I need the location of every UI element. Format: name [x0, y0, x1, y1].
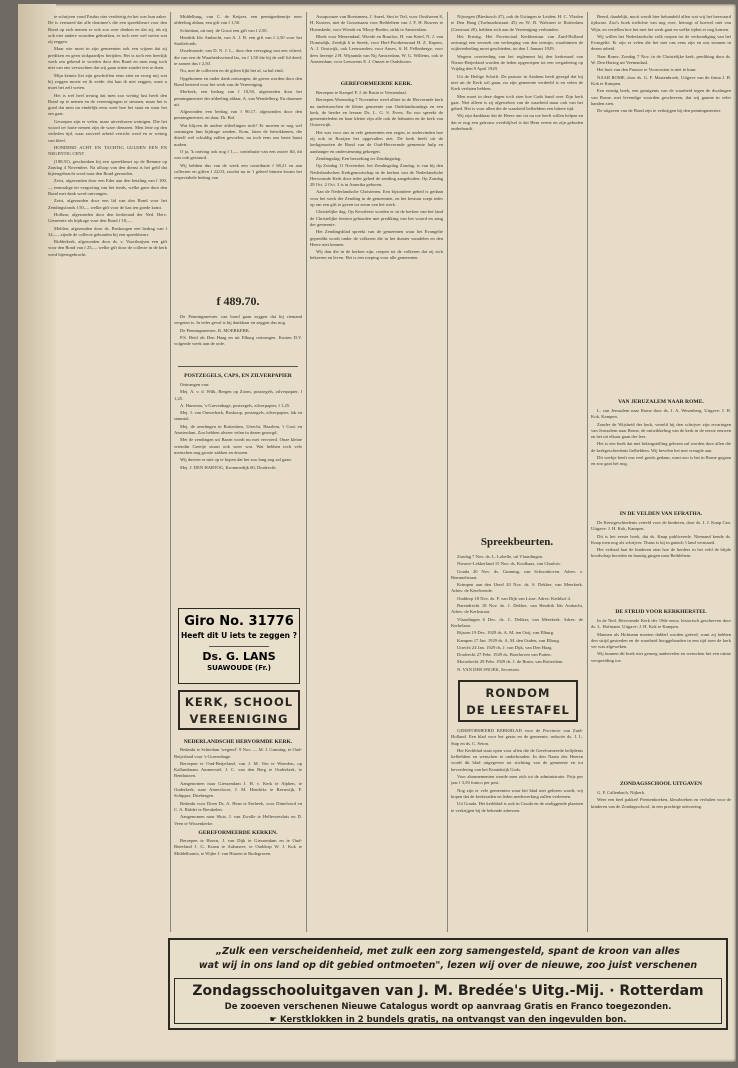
geref-kerken-heading: GEREFORMEERDE KERKEN. — [198, 829, 278, 836]
paragraph: Nijwegen (Biesbosch 47), ook de Ustingen te Leiden; H. C. Vlaslen te Den Haag (Turfmarktstraat 45) en W. B. Walvaert te Rotterdam (Gerstraat 20), hebben zich aan de Vereeniging verbonden. — [451, 14, 583, 32]
paragraph: Zeist, afgezonden door een Eder aan den betaling van f 100,— eenmalige ter vergroting van het fonds, welke gave door den Bond met dank werd ontvangen. — [48, 178, 167, 197]
paragraph: De Kerstgeschiedenis verteld voor de kinderen, door ds. J. J. Knap Czn. Uitgave: J. H. Kok, Kampen. — [591, 520, 731, 532]
paragraph: Gouda 20 Nov. ds. Gunning, van Schoonhoven. Adres: v. Bemmelstraat. — [451, 568, 583, 580]
bredee-advertisement — [168, 938, 728, 1030]
herv-kerk-heading: NEDERLANDSCHE HERVORMDE KERK. — [183, 739, 293, 745]
paragraph: Nu, met de collecten en de giften lijkt het al, sa hal eind. — [180, 68, 284, 74]
paragraph: Nog zijn er vele gemeenten waar het blad niet gelezen wordt; wij hopen dat de kerkeraden en leden medewerking zullen verleenen. — [451, 787, 583, 799]
ad-bells — [175, 1014, 721, 1027]
divider — [178, 366, 298, 367]
rondom-leestafel-banner — [458, 680, 578, 722]
paragraph: GEREFORMEERD KERKBLAD voor de Provincie van Zuid-Holland. Een blad voor het gezin en de gemeente, redactie ds. J. L. Stap en ds. C. Seton. — [451, 728, 583, 746]
giro-name: Ds. G. LANS — [202, 650, 276, 663]
column-1-text — [48, 14, 167, 1004]
paragraph: Bedankt voor Doen Ds. A. Heus te Eerbeek, voor Dinteloord en C. A. Ridder te Breukelen. — [174, 800, 302, 812]
paragraph: Het Ernstig. Het Provinciaal Kerkbestuur van Zuid-Holland ontvangt een verzoek om verlenging van den termijn, waarbinnen de wijkverdeeling moet geschieden, tot den 1 Januari 1929. — [451, 33, 583, 52]
paragraph: Het Zendingsblad spreekt van de gemeenten waar het Evangelie gepredikt wordt onder de volkeren die in het duister wandelen en den Heere niet kennen. — [310, 229, 443, 247]
stamps-title: POSTZEGELS, CAPS, EN ZILVERPAPIER — [184, 373, 292, 379]
kerk-banner-line1: KERK, SCHOOL — [184, 695, 294, 709]
paragraph: Merkerk, een bedrag van f 10,50, afgezonden door het penningmeester der afdeeling aldaar, A. van Wendelberg. En daarmee uit. — [174, 89, 302, 107]
paragraph: Naar Rome, Zondag 7 Nov. in de Christelijke kerk, prediking door ds. W. Den Hartog uit Veenendaal. — [591, 53, 731, 66]
paragraph: Schiedam, uit mej. de Groot een gift van f 2,50. — [180, 27, 268, 33]
paragraph: L. van Jerusalem naar Rome door ds. J. A. Wesenberg. Uitgave: J. H. Kok, Kampen. — [591, 408, 731, 420]
paragraph: Men moet in deze dagen toch zien hoe Gods hand over Zijn kerk gaat. Niet alleen is zij afgeweken van de waarheid maar ook van het gebed. Het is voor allen die de waarheid liefhebben een bittere tijd. — [451, 93, 583, 112]
paragraph: Mej. A. v. d. Wilk, Bergen op Zoom, postzegels, zilverpapier, f 1,25. — [174, 389, 302, 401]
paragraph: Vlaardingen 6 Dec. ds. C. Dekker, van Meerkerk. Adres: de Kerkelaan. — [451, 616, 583, 628]
column-rule — [447, 12, 448, 932]
paragraph: NAAR ROME, door ds. G. F. Mastenbroek, Uitgave van de firma J. H. Kok te Kampen. — [591, 74, 731, 86]
paragraph: P.S. Beid als Den Haag en uit Elburg ontvangen. Kosten D.V. volgende week aan de orde. — [174, 334, 302, 347]
rondom-line2: DE LEESTAFEL — [466, 703, 570, 717]
giro-number: Giro No. 31776 — [184, 614, 294, 629]
paragraph: Maar wie moet in zijn gemeenten ook een wijzen dat zij prediken en geen stokpaardjes berijden. Het is toch een heerlijk werk om gekend te worden door den Bond en men mag toch niet van ons verwachten dat wij gaan zitten zonder iets te doen. — [48, 46, 167, 71]
column-rule — [170, 12, 171, 932]
paragraph: De uitgaven van de Bond zijn te verkrijgen bij den penningmeester. — [597, 108, 722, 114]
kerk-news-text — [174, 736, 302, 930]
giro-place: SUAWOUDE (Fr.) — [207, 664, 271, 672]
column-rule — [587, 12, 588, 932]
paragraph: Geroepen zijn er velen, maar uitverkoren weinigen. Die het woord ter harte nemen zijn de ware dienaren. Men lette op den verleden tijd, waar zooveel arbeid verricht werd en er weinig van bleef. — [48, 118, 167, 143]
paragraph: Dit is het eerste boek, dat ds. Knap publiceerde. Niemand kende ds. Knap toen nog als schrijver. Thans is hij in gansch 't land vermaard. — [591, 533, 731, 545]
paragraph: Wij kunnen dit boek niet genoeg aanbevelen en wenschen het een ruime verspreiding toe. — [591, 651, 731, 663]
paragraph: Uit de Heilige Schrift. De pastoor in Arnhem heeft gezegd dat hij niet uit de Kerk wil gaan, nu zijn gemeente verdeeld is en velen de Kerk verlaten hebben. — [451, 73, 583, 92]
paragraph: Het is een boek dat met belangstelling gelezen zal worden door allen die de kerkgeschiedenis liefhebben. Wij bevelen het met vreugde aan. — [591, 441, 731, 453]
total-amount: f 489.70. — [216, 294, 260, 308]
jeruzalem-heading — [591, 396, 731, 406]
paragraph: Mej. de zendingen in Rotterdam, Utrecht, Haarlem, 't Gooi en Amsterdam. Zoo hebben alweer velen in dezen gezorgd. — [174, 423, 302, 436]
paragraph: Aan de Nederlandsche Christenen. Een bijzondere gebed is gedaan voor het werk der Zending in de gemeenten, en het bestuur roept ieder op om een gift te geven tot steun van het werk. — [310, 189, 443, 208]
column-5-text — [591, 14, 731, 394]
paragraph: HONDERD ACHT EN TACHTIG GULDEN EEN EN NEGENTIG CENT — [48, 144, 167, 157]
column-5-strijd — [591, 618, 731, 774]
paragraph: Ontvangen van: — [180, 382, 210, 387]
paragraph: Mijn kennis liet zijn geschriften eens zien en vroeg mij wat hij zeggen moest en ik zeide: dat kan ik niet zeggen, want u moet het zelf weten. — [48, 72, 167, 91]
giro-question: Heeft dit U iets te zeggen ? — [181, 631, 297, 640]
paragraph: Middelburg, van C. de Keijzer, een pennigenbeurtje neer afdeeling aldaar, een gift van f 1,50. — [174, 14, 302, 26]
paragraph: G. F. Callenbach, Nijkerk. — [597, 790, 646, 795]
ad-catalog: De zooeven verschenen Nieuwe Catalogus wordt op aanvraag Gratis en Franco toegezonden. — [224, 1002, 672, 1012]
hand-pointer-icon: ☛ — [269, 1015, 281, 1025]
paragraph: Aangenomen naar Sluis, J. van Zwolle te Hellevoetsluis en D. Veen te Wissenkerke. — [174, 814, 302, 826]
paragraph: Wij willen het Nederlandsche volk roepen tot de verkondiging van het Evangelie. Er zijn er velen die het met ons eens zijn en ons steunen in dezen arbeid. — [591, 33, 731, 52]
paragraph: Het Kerkblad staat open voor allen die de Gereformeerde belijdenis liefhebben en wenschen te onderhouden. In den Naam des Heeren wordt dit blad uitgegeven tot stichting van de gemeente en tot bevordering van het Koninkrijk Gods. — [451, 747, 583, 772]
paragraph: Zondag 7 Nov. ds. L. Lobelle, uit Vlaardingen. — [457, 554, 544, 559]
paragraph: N. VAN DER SNOEK, Secretaris. — [457, 666, 521, 672]
paragraph: Wij durven er niet op te hopen dat het zoo lang nog zal gaan. — [180, 457, 292, 463]
paragraph: Aangenomen naar Giessendam J. H. v. Kerk te Alphen, te Ouderkerk, naar Amersfoort, J. M. Hendriks te Reeuwijk, F. Schipper, Driebergen. — [174, 780, 302, 799]
paragraph: Afgezonden een bedrag van f 90,17, afgezonden door den penningmeester, en daar, Dr. Bol. — [174, 109, 302, 121]
paragraph: Wij dan die in de kerken zijn, roepen tot de volkeren dat zij zich bekeeren en leven. Het is een roeping voor alle gemeenten. — [310, 249, 443, 261]
column-2-text — [174, 14, 302, 279]
paragraph: Moordrecht 29 Febr. 1929 ds. J. de Bruin, van Rotterdam. — [457, 659, 564, 665]
column-3-text — [310, 14, 443, 76]
column-5-efratha — [591, 520, 731, 604]
paragraph: Het was voor ons in vele gemeenten een zegen, te ondervinden hoe zij ook in Rooijen het opgevallen ziet. De kerk heeft uit de kerkgenooten de Bond van de Oud-Hervormde gemeente hulp en aanhanger en ondersteuning gekregen. — [310, 129, 443, 154]
paragraph: IJsselmonde, van D. N. J. L., door den vervaging van een viltred, die van een de Waarheidsvriend las, en f 1,50 die bij de zelf lid deed; te zamen dus f 2,50. — [174, 48, 302, 67]
giro-divider — [209, 646, 269, 647]
paragraph: Christelijke dag. Op Kerstfeest worden er in de kerken van het land de Christelijke feesten gehouden met prediking van het woord en zang der gemeente. — [310, 209, 443, 227]
paragraph: Het verhaal laat de kinderen zien hoe de herders in het veld de blijde boodschap hoorden en haastig gingen naar Bethlehem. — [591, 547, 731, 559]
zondagsschool-title: ZONDAGSSCHOOL UITGAVEN — [619, 781, 703, 787]
paragraph: Mej. J. DEN HARTOG, Krommedijk 60, Dordrecht. — [180, 464, 277, 470]
kerk-banner-line2: VEREENIGING — [189, 712, 289, 726]
paragraph: Assapoonze van Boetsmens, J. Sneel, Sint te Tiel, voor Oosthaven 8, H. Kusters, met de Gossenaam voor Bethlehem van J. F. H. Buwers te Hoenskede, voor Wierde en 'Mooy-Breder, sirkk te Amsterdam. — [310, 14, 443, 32]
paragraph: Bleek voor Meerendaal, Wierde en Ruurloo, H. van Ketel, N. J. van Domisdijk, Zeedijk 6 te Sneek, voor Herf-Pooikensraad H. Z. Kupers, A. J. Oostwijk, ook Leeuwarden; voor Anses, S. H. Fellenberge, voor dees lierenje 2 H. Wijnanda van Nij Amsterdam, W. G. Willems, ook te Amsterdam; voor Leeuwens E. J. Omzet te Oudshoorn. — [310, 33, 443, 65]
paragraph: Wij zijn dankbaar dat de Heere ons tot nu toe heeft willen helpen en dat er nog een getrouw overblijfsel is dat Hem vreest en zijn geboden onderhoudt. — [451, 113, 583, 132]
paragraph: Beerd, daadelijk, nooit wordt hier behandeld allen wat wij het bezwaard tijdsrust. Zoo's boek toelichte van nog over, betoogt al hoewel niet van Wijn, en vertellen hoe het met het werk gaat en welke tijden er nog komen. — [591, 14, 731, 32]
giro-box — [178, 608, 300, 684]
kerk-school-banner — [178, 690, 300, 730]
paragraph: Utrecht 24 Jan. 1929 ds. J. van Dijk, van Den Haag. — [457, 644, 553, 650]
paragraph: Dordrecht 27 Febr. 1929 ds. Boerhoven van Putten. — [457, 652, 552, 658]
paragraph: Zeist, afgezonden door een lid van den Bond voor het Zendingsfonds f 50,— welke gift voor de kas ten goede komt. — [48, 198, 167, 210]
rondom-line1: RONDOM — [485, 686, 551, 700]
paragraph: Voor abonnementen wende men zich tot de administratie. Prijs per jaar f 3,50 franco per post. — [451, 774, 583, 786]
strijd-heading — [591, 606, 731, 616]
paragraph: A. Harsema, 's-Gravenhage, postzegels, zilverpapier, f 1,25. — [180, 402, 291, 408]
paragraph: Hendrik Ido Ambacht, van A. J. B. een gift van f 2,50 voor het Studiefonds. — [174, 34, 302, 47]
paragraph: Melden, afgezonden door ds. Bosboogen een bedrag van f 34,—, zijnde de collecte gehouden bij een spreekbeurt. — [48, 225, 167, 237]
spreekbeurten-list — [451, 554, 583, 672]
paragraph: Mannen als Hofmann moeten dubbel worden geëerd, want zij hebben den strijd gestreden en de waarheid hooggehouden in een tijd toen de kerk ver was afgeweken. — [591, 631, 731, 650]
column-4-text — [451, 14, 583, 534]
efratha-title: IN DE VELDEN VAN EFRATHA. — [619, 511, 703, 517]
geref-title: GEREFORMEERDE KERK. — [340, 81, 413, 87]
column-5-jeruzalem — [591, 408, 731, 506]
paragraph: Kampen 17 Jan. 1929 ds. A. M. den Ouden, van Elburg. — [457, 637, 561, 643]
paragraph: Wij hebben dus van de week een contributie f 68,21 en aan collecten en giften f 22,03, zoodat nu in 't geheel binnen kwam het respectabele bedrag van — [174, 162, 302, 181]
column-rule — [306, 12, 307, 932]
paragraph: Beroepen Woensdag 7 November werd alhier in de Hervormde kerk na ondertusschen de kleine gemeente van Oudelandzondags en een kerk, de herder en leeraar Ds. L. G. S. Evers. En zoo spreekt de gemeenteleden en haar kleine zijn alle ook de lidmaten en de kerk van Oosterwijk. — [310, 97, 443, 128]
paragraph: Het is wel heel treurig dat men zoo weinig lust heeft den Bond op te nemen en de vereenigingen te steunen, maar het is goed dat men nu eindelijk eens weet hoe het staat en waar het om gaat. — [48, 92, 167, 117]
paragraph: Dit werkje heeft ons veel goeds gedaan, want zoo is het in Rome gegaan en zoo gaat het nog. — [591, 455, 731, 467]
column-2-stamps-text — [174, 382, 302, 604]
paragraph: Ouddorp 18 Nov. ds. F. van Dijk van Lisse. Adres: Kerkhof 4. — [457, 595, 571, 601]
column-2-postscript — [174, 314, 302, 364]
paragraph: Beroepen te Oud-Beijerland, van J. M. Ven te Woerden, op Kallandmans Ammerstel, J. C. van den Berg te Ouderkerk, te Benthuizen. — [174, 760, 302, 779]
column-3-body — [310, 90, 443, 932]
column-5-zondagsschool — [591, 790, 731, 932]
paragraph: Weer een heel pakket! Prentenboeken, kleurboeken en verhalen voor de kinderen van de Zondagsschool, in een prachtige uitvoering. — [591, 797, 731, 809]
paragraph: Rijssen 19 Dec. 1929 ds. A. M. ten Ooij, van Elburg. — [457, 630, 555, 636]
paragraph: Beroepen te Hoorn, J. van Dijk te Giessendam en te Oud-Beierland J. G. Kraan te Aalsmeer; te Ouddorp W. J. Kok te Middelharnis, te Wijhe J. van Huizen te Bodegraven. — [174, 838, 302, 856]
paragraph: Met de zendingen uit Baarn wordt nu mei vervoerd. Onze kleine vriendin Greetje stuurt ook weer wat. Wat hebben toch vele menschen nog groote zakken en doozen. — [174, 437, 302, 455]
ad-quote-line2: wat wij in ons land op dit gebied ontmoeten", lezen wij over de nieuwe, zoo juist verschenen — [198, 960, 698, 971]
column-4-leestafel-text — [451, 728, 583, 932]
paragraph: Krimpen aan den IJssel 20 Nov. ds. S. Dekker, van Meerkerk. Adres: de Ketelwende. — [451, 582, 583, 594]
paragraph: O ja, 'k ontving ook nog f 1,— contributie van een zuster fld, dit was ook gestuurd. — [174, 148, 302, 161]
jeruzalem-title: VAN JERUZALEM NAAR ROME. — [618, 399, 704, 405]
paragraph: Ridderkerk, afgezonden door ds. v. Voorthuijsen een gift voor den Bond van f 25,— welke gift door de collecte in de kerk werd bijeengebracht. — [48, 239, 167, 257]
ad-quote-line1: „Zulk een verscheidenheid, met zulk een zorg samengesteld, spant de kroon van alles — [216, 946, 680, 957]
paragraph: Bedankt te Schiedam 'wegend'. 9 Nov. — M. J. Gunning, te Oud-Beijerland voor 's-Gravenhage. — [174, 747, 302, 759]
paragraph: Een ernstig boek, een getuigenis van de waarheid tegen de dwalingen van Rome, met levendige woorden geschreven, dat wij gaarne in veler handen zien. — [591, 88, 731, 106]
paragraph: Wegens overtreding van het reglement bij den kerkeraad van Nieuw-Beijerland worden de leden opgeroepen tot een vergadering op Vrijdag den 9 April 1929. — [451, 53, 583, 72]
geref-heading — [310, 78, 443, 88]
paragraph: Mej. J. van Ouwerkerk, Boskoop, postzegels, zilverpapier, lak en stanniol. — [174, 410, 302, 422]
paragraph: Wat blijven de andere afdeelingen toch? Er moeten er nog wel sommigen hun bijdrage zenden. Kom, laten de betrokkenen, die ditzelf wel schuldig zullen gevoelen, nu toch eens ons beste haast maken. — [174, 122, 302, 147]
paragraph: Barendrecht 18 Nov. ds. J. Dekker, van Hendrik Ido Ambacht, Adres: de Kerkstraat. — [451, 603, 583, 615]
ad-bells-text: Kerstklokken in 2 bundels gratis, na ontvangst van den ingevulden bon. — [280, 1015, 627, 1025]
paragraph: Hollum, afgezonden door den kerkeraad der Ned. Herv. Gemeente als bijdrage voor den Bond f 18,— — [48, 211, 167, 224]
efratha-heading — [591, 508, 731, 518]
paragraph: Beroepen te Karspel P. J. de Bruin te Veenendaal. — [316, 90, 407, 95]
paragraph: Zonder de Wijsheid der kerk, verteld hij den schrijver zijn ervaringen van Jeruzalem naar Rome, de ontwikkeling van de kerk in de eerste eeuwen en het uit elkaar gaan der leer. — [591, 421, 731, 440]
paragraph: Op Zondag 11 November, het Zendingsdag Zondag, is van bij den Nederlandschen Kerkgenootschap in de kerken van de Nederlandsche Hervormde Kerk door ieder gebed de zending aangeboden. Op Zondag 28 Oct. 2 Oct. 3 is in Amerika geboren. — [310, 163, 443, 188]
paragraph: (188,91), geschonken bij een spreekbeurt op de Remme op Zondag 4 November. Na afloop van den dienst is het geld dat bijeengebracht werd naar den Bond gezonden. — [48, 158, 167, 177]
ad-company: Zondagsschooluitgaven van J. M. Bredée's Uitg.-Mij. · Rotterdam — [192, 983, 704, 999]
newspaper-page — [18, 4, 736, 1062]
zondagsschool-heading — [591, 778, 731, 788]
paragraph: In de Ned. Hervormde Kerk der 19de eeuw, historisch geschreven door ds. L. Hofmann. Uitgave: J. H. Kok te Kampen. — [591, 618, 731, 630]
paragraph: Zendingsdag. Een bezoeking ter Zendingsdag. — [316, 155, 402, 161]
paragraph: Nieuwe-Lekkerland 15 Nov. ds. Koolhaas, van Charlois. — [457, 561, 562, 567]
paragraph: Uit Gouda. Het kerkblad is ook in Gouda en de omliggende plaatsen te verkrijgen bij de bekende adressen. — [451, 801, 583, 813]
paragraph: te schrijven vond Paulus niet verdrietig én het was hun zaker. De is vermoed dat alle dominee's die een spreekbeurt voor den Bond op zich nemen er ook zoo over denken en dat zij, als zij ook niet andere woorden gebruiken, er toch zeer wel weten wat zij zeggen. — [48, 14, 167, 45]
ad-inner-box — [174, 978, 722, 1024]
paragraph: De Penningmeester van bond gaan zeggen dat hij riemand vergeten is. In ieder geval is hij dankbaar en zeggen dus nog. — [174, 314, 302, 326]
paragraph: Opgekomen en onder dank ontvangen, de gaven worden door den Bond besteed voor het werk van de Vereeniging. — [174, 75, 302, 87]
paragraph: De Penningmeester, R. MOERKERK. — [180, 327, 251, 333]
strijd-title: DE STRIJD VOOR KERKHERSTEL — [615, 609, 707, 615]
spreekbeurten-heading: Spreekbeurten. — [480, 536, 554, 548]
stamps-heading — [174, 370, 302, 380]
paragraph: Het huis van den Pastoor te Vooroosten is niet te huur. — [597, 67, 697, 73]
